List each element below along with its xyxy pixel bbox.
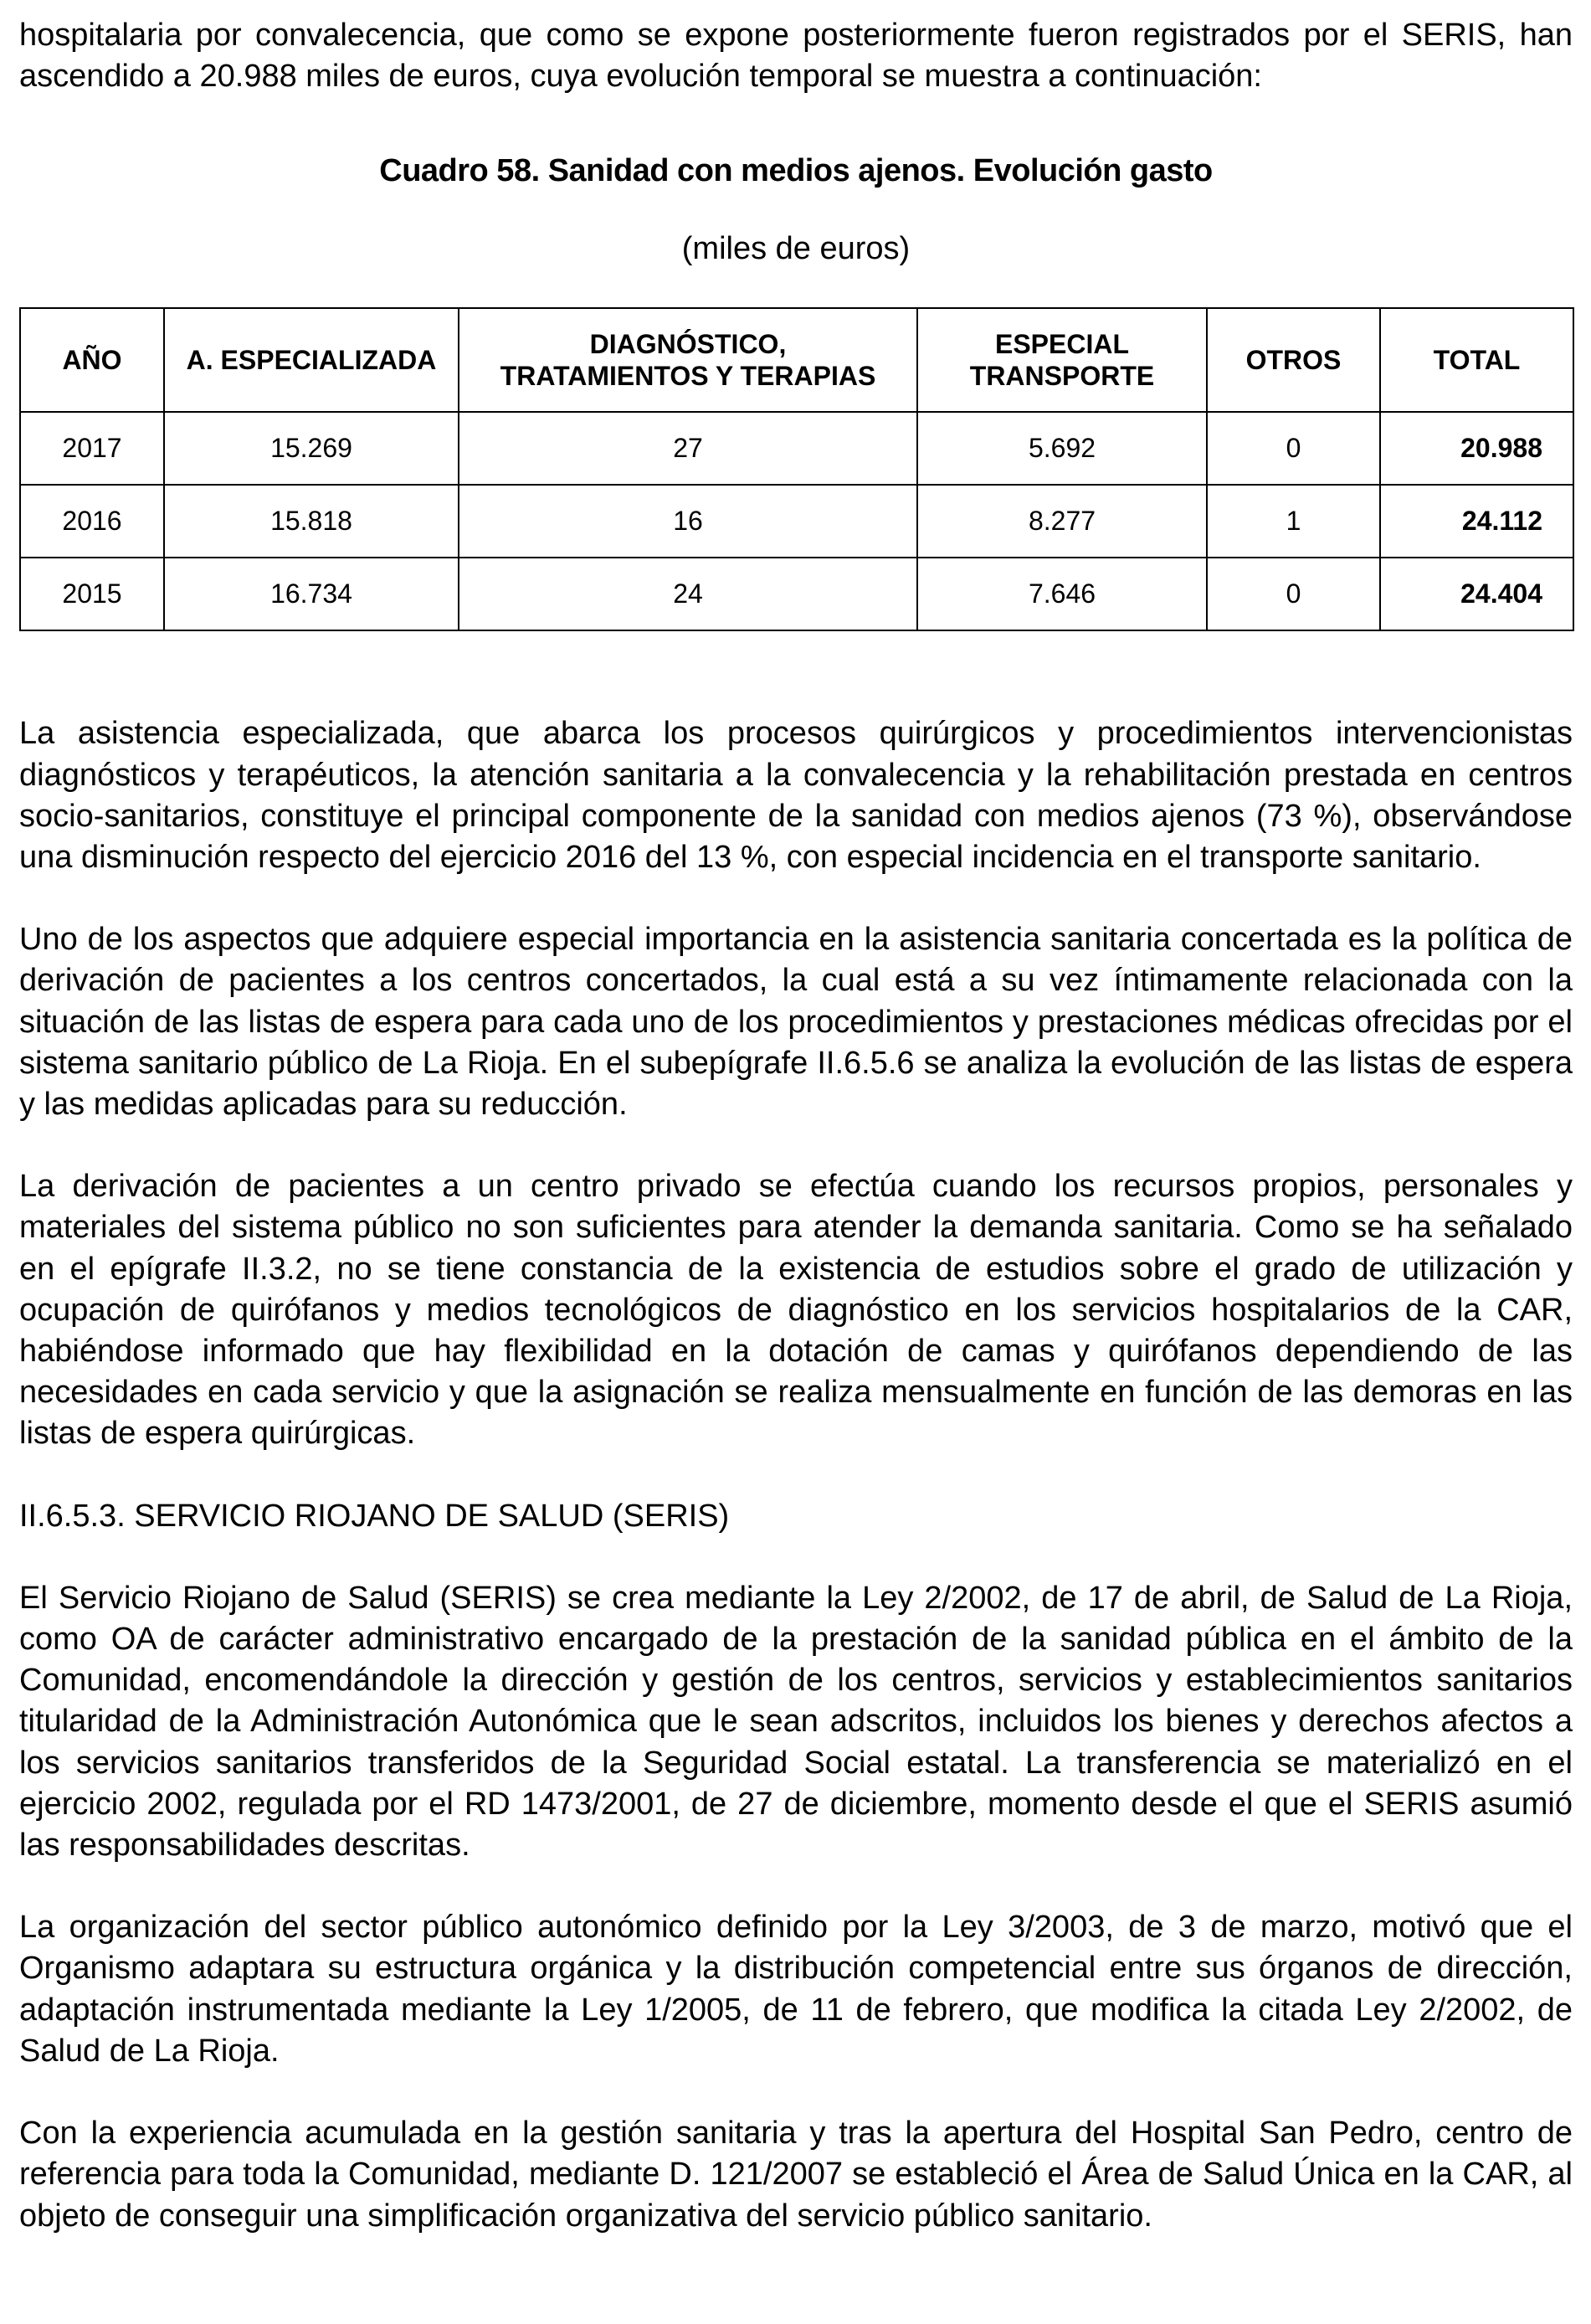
header-diagnostic-line2: TRATAMIENTOS Y TERAPIAS: [500, 361, 876, 392]
document-page: [19, 15, 1573, 2237]
cell-year: 2017: [20, 412, 164, 485]
cell-year: 2016: [20, 485, 164, 558]
cell-specialized: 15.818: [164, 485, 459, 558]
paragraph-seris-creation: El Servicio Riojano de Salud (SERIS) se crea mediante la Ley 2/2002, de 17 de abril, de Salud de La Rioja, como OA de carácter administrativo encargado de la prestación de la sanidad pública en el ámbito de la Comunidad, encomendándole la dirección y gestión de los centros, servicios y establecimientos sanitarios titularidad de la Administración Autonómica que le sean adscritos, incluidos los bienes y derechos afectos a los servicios sanitarios transferidos de la Seguridad Social estatal. La transferencia se materializó en el ejercicio 2002, regulada por el RD 1473/2001, de 27 de diciembre, momento desde el que el SERIS asumió las responsabilidades descritas.: [19, 1580, 1573, 1864]
paragraph-private-referral: La derivación de pacientes a un centro privado se efectúa cuando los recursos propios, personales y materiales del sistema público no son suficientes para atender la demanda sanitaria. Como se ha señalado en el epígrafe II.3.2, no se tiene constancia de la existencia de estudios sobre el grado de utilización y ocupación de quirófanos y medios tecnológicos de diagnóstico en los servicios hospitalarios de la CAR, habiéndose informado que hay flexibilidad en la dotación de camas y quirófanos dependiendo de las necesidades en cada servicio y que la asignación se realiza mensualmente en función de las demoras en las listas de espera quirúrgicas.: [19, 1169, 1573, 1452]
cell-total: 24.404: [1380, 558, 1573, 630]
cell-total: 24.112: [1380, 485, 1573, 558]
cell-specialized: 16.734: [164, 558, 459, 630]
header-diagnostic-line1: DIAGNÓSTICO,: [589, 329, 787, 360]
paragraph-referral-policy: Uno de los aspectos que adquiere especial importancia en la asistencia sanitaria concertada es la política de derivación de pacientes a los centros concertados, la cual está a su vez íntimamente relacionada con la situación de las listas de espera para cada uno de los procedimientos y prestaciones médicas ofrecidas por el sistema sanitario público de La Rioja. En el subepígrafe II.6.5.6 se analiza la evolución de las listas de espera y las medidas aplicadas para su reducción.: [19, 922, 1573, 1123]
cell-others: 1: [1207, 485, 1380, 558]
section-heading: II.6.5.3. SERVICIO RIOJANO DE SALUD (SERIS): [19, 1498, 730, 1534]
header-transport-line1: ESPECIAL: [994, 329, 1130, 360]
cell-transport: 5.692: [917, 412, 1207, 485]
table-row: [20, 558, 1573, 630]
header-transport-line2: TRANSPORTE: [969, 361, 1155, 392]
cell-year: 2015: [20, 558, 164, 630]
cell-diagnostic: 24: [459, 558, 917, 630]
table-header-row: [20, 308, 1573, 412]
table-row: [20, 485, 1573, 558]
expense-table: [19, 307, 1574, 631]
cell-total: 20.988: [1380, 412, 1573, 485]
header-transport: [917, 308, 1207, 412]
table-title: Cuadro 58. Sanidad con medios ajenos. Evolución gasto: [379, 153, 1213, 189]
header-specialized: A. ESPECIALIZADA: [164, 308, 459, 412]
cell-others: 0: [1207, 558, 1380, 630]
cell-diagnostic: 27: [459, 412, 917, 485]
intro-paragraph: hospitalaria por convalecencia, que como se expone posteriormente fueron registrados por el SERIS, han ascendido a 20.988 miles de euros, cuya evolución temporal se muestra a continuación:: [19, 18, 1573, 95]
cell-others: 0: [1207, 412, 1380, 485]
cell-specialized: 15.269: [164, 412, 459, 485]
header-year: AÑO: [20, 308, 164, 412]
paragraph-specialized-assistance: La asistencia especializada, que abarca los procesos quirúrgicos y procedimientos intervencionistas diagnósticos y terapéuticos, la atención sanitaria a la convalecencia y la rehabilitación prestada en centros socio-sanitarios, constituye el principal componente de la sanidad con medios ajenos (73 %), observándose una disminución respecto del ejercicio 2016 del 13 %, con especial incidencia en el transporte sanitario.: [19, 716, 1573, 876]
header-diagnostic: [459, 308, 917, 412]
table-row: [20, 412, 1573, 485]
paragraph-seris-organization: La organización del sector público autonómico definido por la Ley 3/2003, de 3 de marzo, motivó que el Organismo adaptara su estructura orgánica y la distribución competencial entre sus órganos de dirección, adaptación instrumentada mediante la Ley 1/2005, de 11 de febrero, que modifica la citada Ley 2/2002, de Salud de La Rioja.: [19, 1910, 1573, 2069]
header-total: TOTAL: [1380, 308, 1573, 412]
cell-diagnostic: 16: [459, 485, 917, 558]
paragraph-seris-health-area: Con la experiencia acumulada en la gestión sanitaria y tras la apertura del Hospital San Pedro, centro de referencia para toda la Comunidad, mediante D. 121/2007 se estableció el Área de Salud Única en la CAR, al objeto de conseguir una simplificación organizativa del servicio público sanitario.: [19, 2116, 1573, 2234]
cell-transport: 7.646: [917, 558, 1207, 630]
cell-transport: 8.277: [917, 485, 1207, 558]
header-others: OTROS: [1207, 308, 1380, 412]
table-subtitle: (miles de euros): [681, 231, 911, 267]
